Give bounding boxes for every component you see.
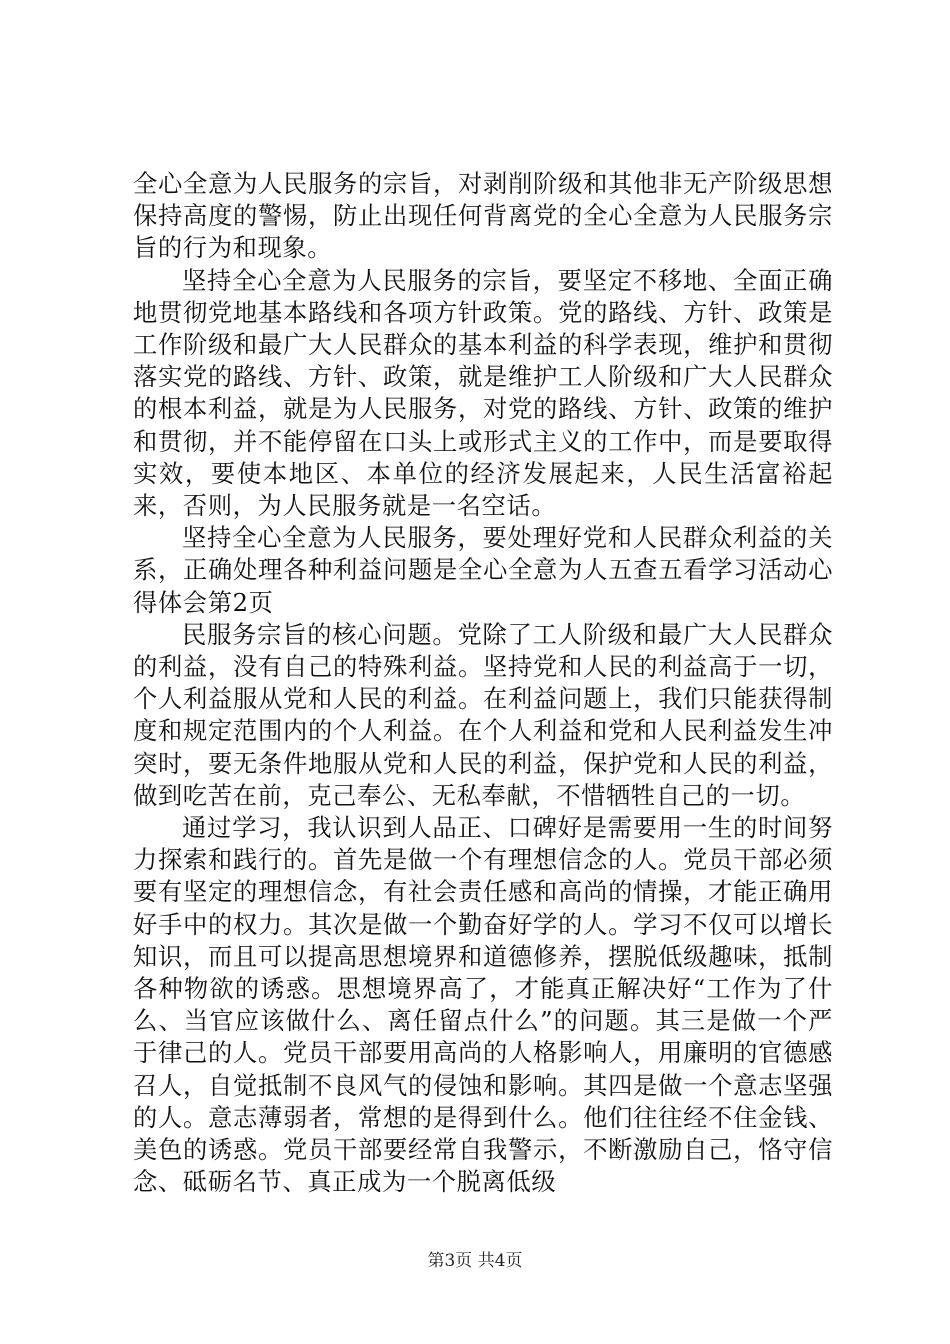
paragraph-continuation: 全心全意为人民服务的宗旨，对剥削阶级和其他非无产阶级思想保持高度的警惕，防止出现任何背离党的全心全意为人民服务宗旨的行为和现象。	[133, 169, 833, 263]
paragraph-interests: 坚持全心全意为人民服务，要处理好党和人民群众利益的关系，正确处理各种利益问题是全心全意为人五查五看学习活动心得体会第2页	[133, 523, 833, 617]
paragraph-policy: 坚持全心全意为人民服务的宗旨，要坚定不移地、全面正确地贯彻党地基本路线和各项方针政策。党的路线、方针、政策是工作阶级和最广大人民群众的基本利益的科学表现，维护和贯彻落实党的路线、方针、政策，就是维护工人阶级和广大人民群众的根本利益，就是为人民服务，对党的路线、方针、政策的维护和贯彻，并不能停留在口头上或形式主义的工作中，而是要取得实效，要使本地区、本单位的经济发展起来，人民生活富裕起来，否则，为人民服务就是一名空话。	[133, 265, 833, 521]
document-body	[133, 168, 833, 1199]
paragraph-study: 通过学习，我认识到人品正、口碑好是需要用一生的时间努力探索和践行的。首先是做一个有理想信念的人。党员干部必须要有坚定的理想信念，有社会责任感和高尚的情操，才能正确用好手中的权力。其次是做一个勤奋好学的人。学习不仅可以增长知识，而且可以提高思想境界和道德修养，摆脱低级趣味，抵制各种物欲的诱惑。思想境界高了，才能真正解决好“工作为了什么、当官应该做什么、离任留点什么”的问题。其三是做一个严于律己的人。党员干部要用高尚的人格影响人，用廉明的官德感召人，自觉抵制不良风气的侵蚀和影响。其四是做一个意志坚强的人。意志薄弱者，常想的是得到什么。他们往往经不住金钱、美色的诱惑。党员干部要经常自我警示，不断激励自己，恪守信念、砥砺名节、真正成为一个脱离低级	[133, 813, 833, 1197]
paragraph-core-issue: 民服务宗旨的核心问题。党除了工人阶级和最广大人民群众的利益，没有自己的特殊利益。坚持党和人民的利益高于一切，个人利益服从党和人民的利益。在利益问题上，我们只能获得制度和规定范围内的个人利益。在个人利益和党和人民利益发生冲突时，要无条件地服从党和人民的利益，保护党和人民的利益，做到吃苦在前，克己奉公、无私奉献，不惜牺牲自己的一切。	[133, 619, 833, 810]
page-number-footer: 第3页 共4页	[427, 1251, 523, 1271]
